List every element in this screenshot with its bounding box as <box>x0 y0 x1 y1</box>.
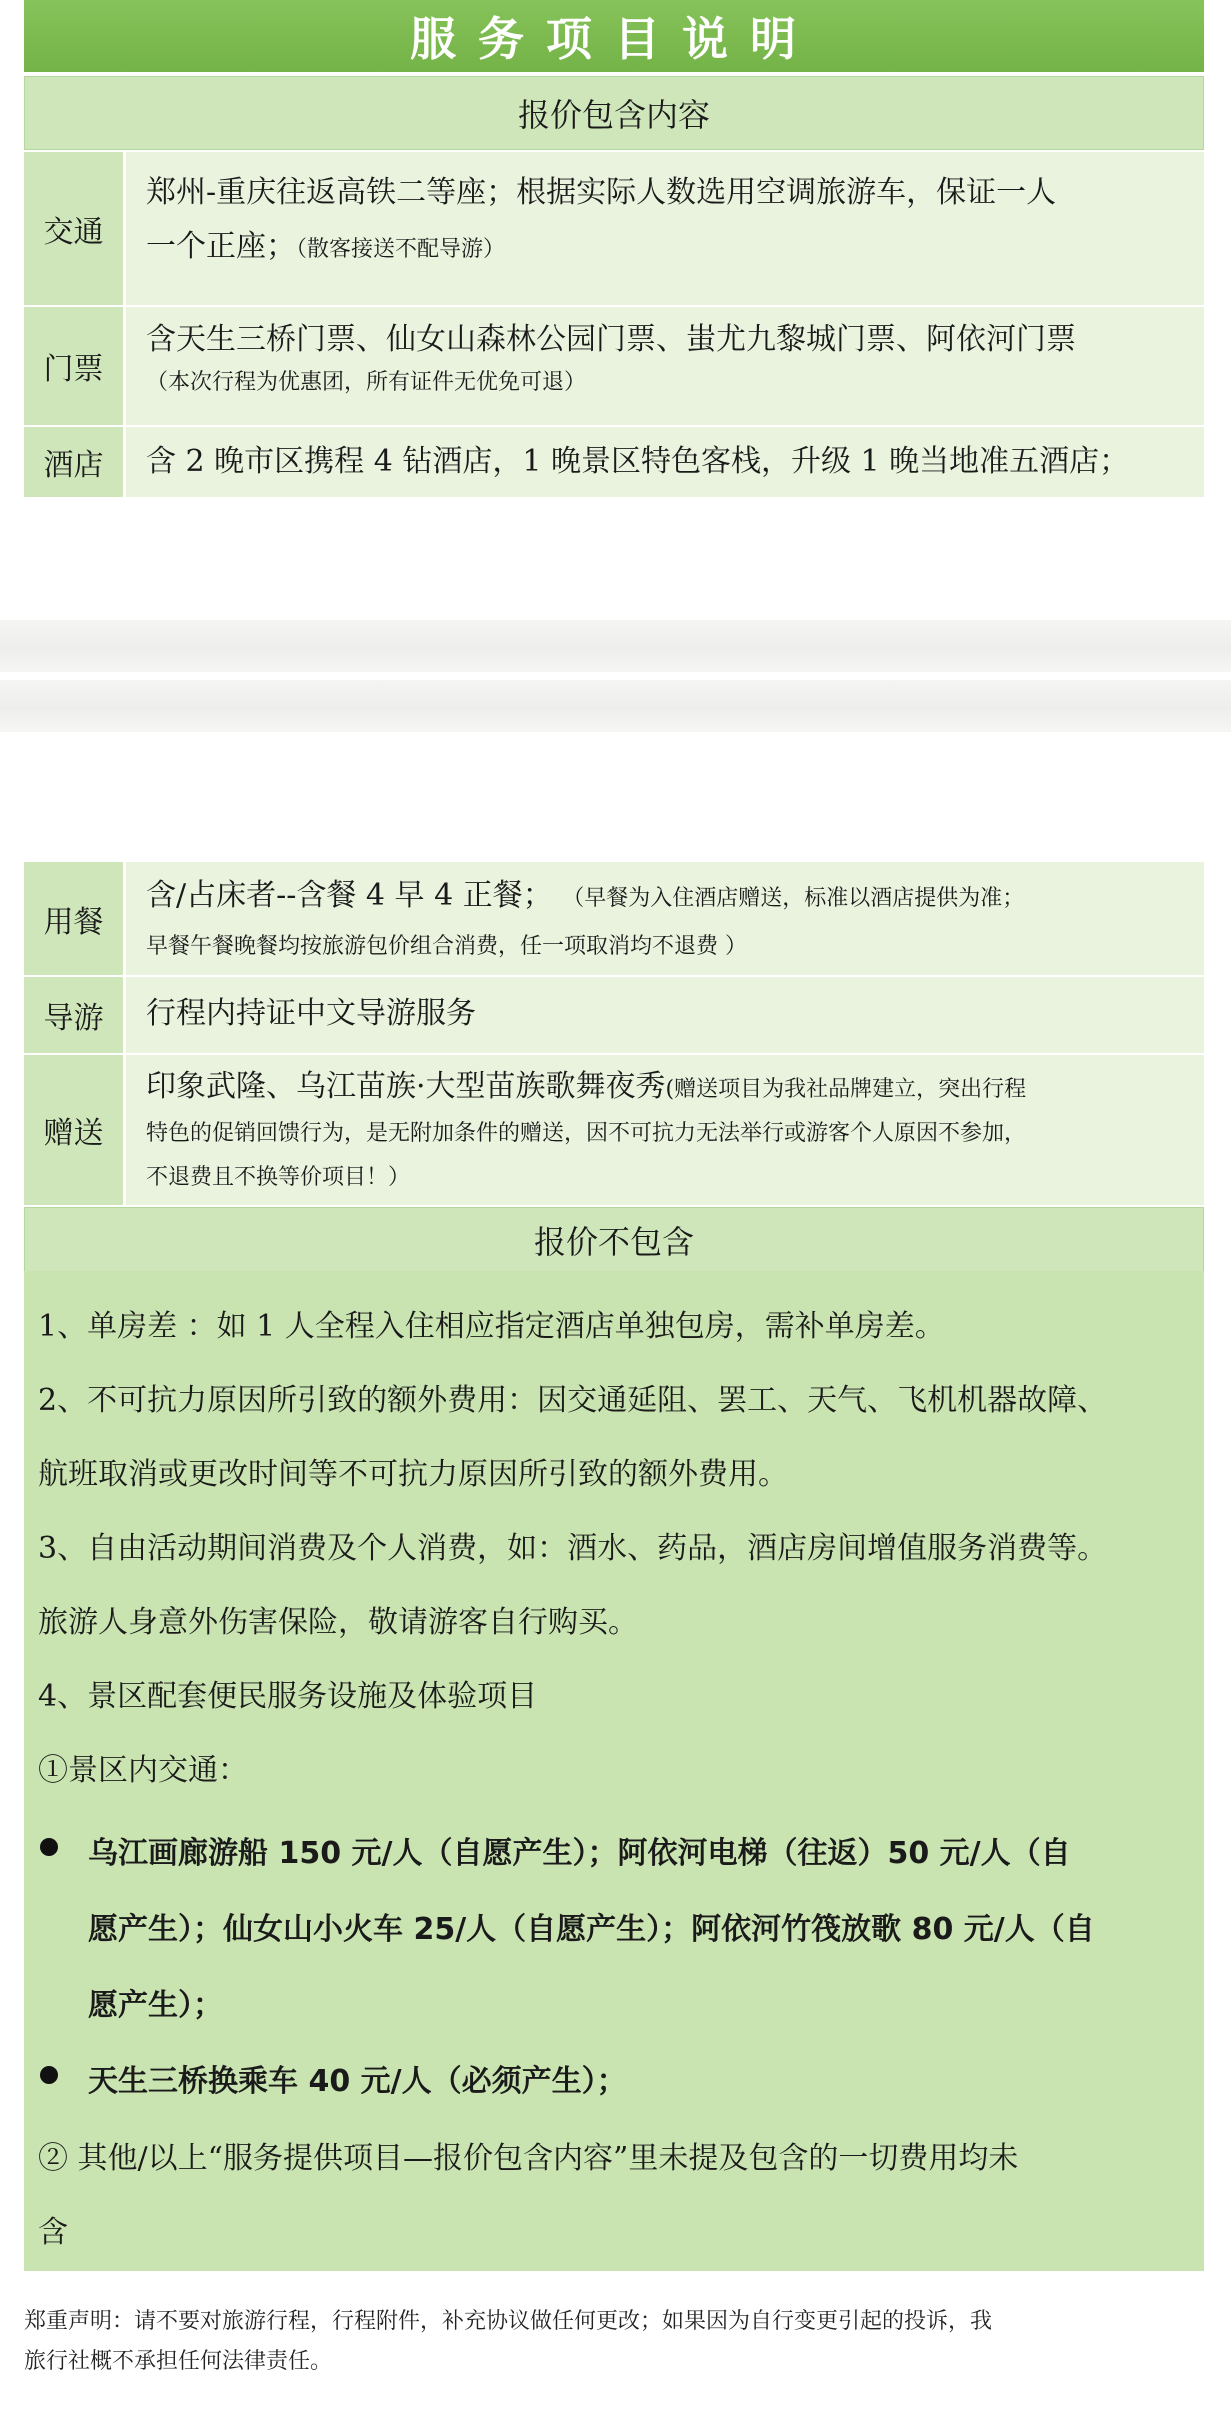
disclaimer: 郑重声明：请不要对旅游行程，行程附件，补充协议做任何更改；如果因为自行变更引起的投诉，我 旅行社概不承担任何法律责任。 <box>24 2309 993 2374</box>
row-label: 用餐 <box>24 862 126 975</box>
row-transport <box>24 150 1204 305</box>
excluded-line: 1、单房差 ：如 1 人全程入住相应指定酒店单独包房，需补单房差。 <box>38 1309 945 1344</box>
paper-divider <box>0 620 1231 672</box>
bullet-line: 乌江画廊游船 150 元/人（自愿产生）；阿依河电梯（往返）50 元/人（自 <box>88 1836 1071 1871</box>
row-label: 赠送 <box>24 1055 126 1205</box>
page-title-banner <box>24 0 1204 72</box>
bullet-line: 愿产生）；仙女山小火车 25/人（自愿产生）；阿依河竹筏放歌 80 元/人（自 <box>88 1912 1095 1947</box>
excluded-line: 3、自由活动期间消费及个人消费，如：酒水、药品，酒店房间增值服务消费等。 <box>38 1531 1108 1566</box>
excluded-line: 旅游人身意外伤害保险，敬请游客自行购买。 <box>38 1605 638 1640</box>
excluded-line: 含 <box>38 2215 68 2250</box>
page-title: 服务项目说明 <box>410 12 818 66</box>
excluded-line: 4、景区配套便民服务设施及体验项目 <box>38 1679 538 1714</box>
row-tickets <box>24 305 1204 425</box>
row-content: 印象武隆、乌江苗族·大型苗族歌舞夜秀(赠送项目为我社品牌建立，突出行程 特色的促销回馈行为，是无附加条件的赠送，因不可抗力无法举行或游客个人原因不参加， 不退费且不换等价项目！） <box>126 1055 1204 1205</box>
row-content: 行程内持证中文导游服务 <box>126 977 1204 1053</box>
row-label: 酒店 <box>24 427 126 497</box>
excluded-line: ② 其他/以上“服务提供项目—报价包含内容”里未提及包含的一切费用均未 <box>38 2141 1019 2176</box>
row-content: 含/占床者--含餐 4 早 4 正餐； （早餐为入住酒店赠送，标准以酒店提供为准； 早餐午餐晚餐均按旅游包价组合消费，任一项取消均不退费 ） <box>126 862 1204 975</box>
row-meals <box>24 860 1204 975</box>
bullet-icon <box>40 1838 58 1856</box>
row-gift <box>24 1053 1204 1205</box>
excluded-heading: 报价不包含 <box>24 1207 1204 1273</box>
row-content: 含天生三桥门票、仙女山森林公园门票、蚩尤九黎城门票、阿依河门票 （本次行程为优惠团，所有证件无优免可退） <box>126 307 1204 425</box>
paper-divider <box>0 680 1231 732</box>
excluded-line: 2、不可抗力原因所引致的额外费用：因交通延阻、罢工、天气、飞机机器故障、 <box>38 1383 1108 1418</box>
row-label: 交通 <box>24 152 126 305</box>
row-hotel <box>24 425 1204 497</box>
bullet-line: 天生三桥换乘车 40 元/人（必须产生）； <box>88 2064 627 2099</box>
bullet-line: 愿产生）； <box>88 1988 223 2023</box>
row-label: 门票 <box>24 307 126 425</box>
bullet-icon <box>40 2066 58 2084</box>
excluded-line: 航班取消或更改时间等不可抗力原因所引致的额外费用。 <box>38 1457 788 1492</box>
row-label: 导游 <box>24 977 126 1053</box>
included-heading: 报价包含内容 <box>24 76 1204 150</box>
excluded-line: ①景区内交通： <box>38 1753 248 1788</box>
row-content: 郑州-重庆往返高铁二等座；根据实际人数选用空调旅游车，保证一人 一个正座；（散客接送不配导游） <box>126 152 1204 305</box>
row-content: 含 2 晚市区携程 4 钻酒店，1 晚景区特色客栈，升级 1 晚当地准五酒店； <box>126 427 1204 497</box>
row-guide <box>24 975 1204 1053</box>
